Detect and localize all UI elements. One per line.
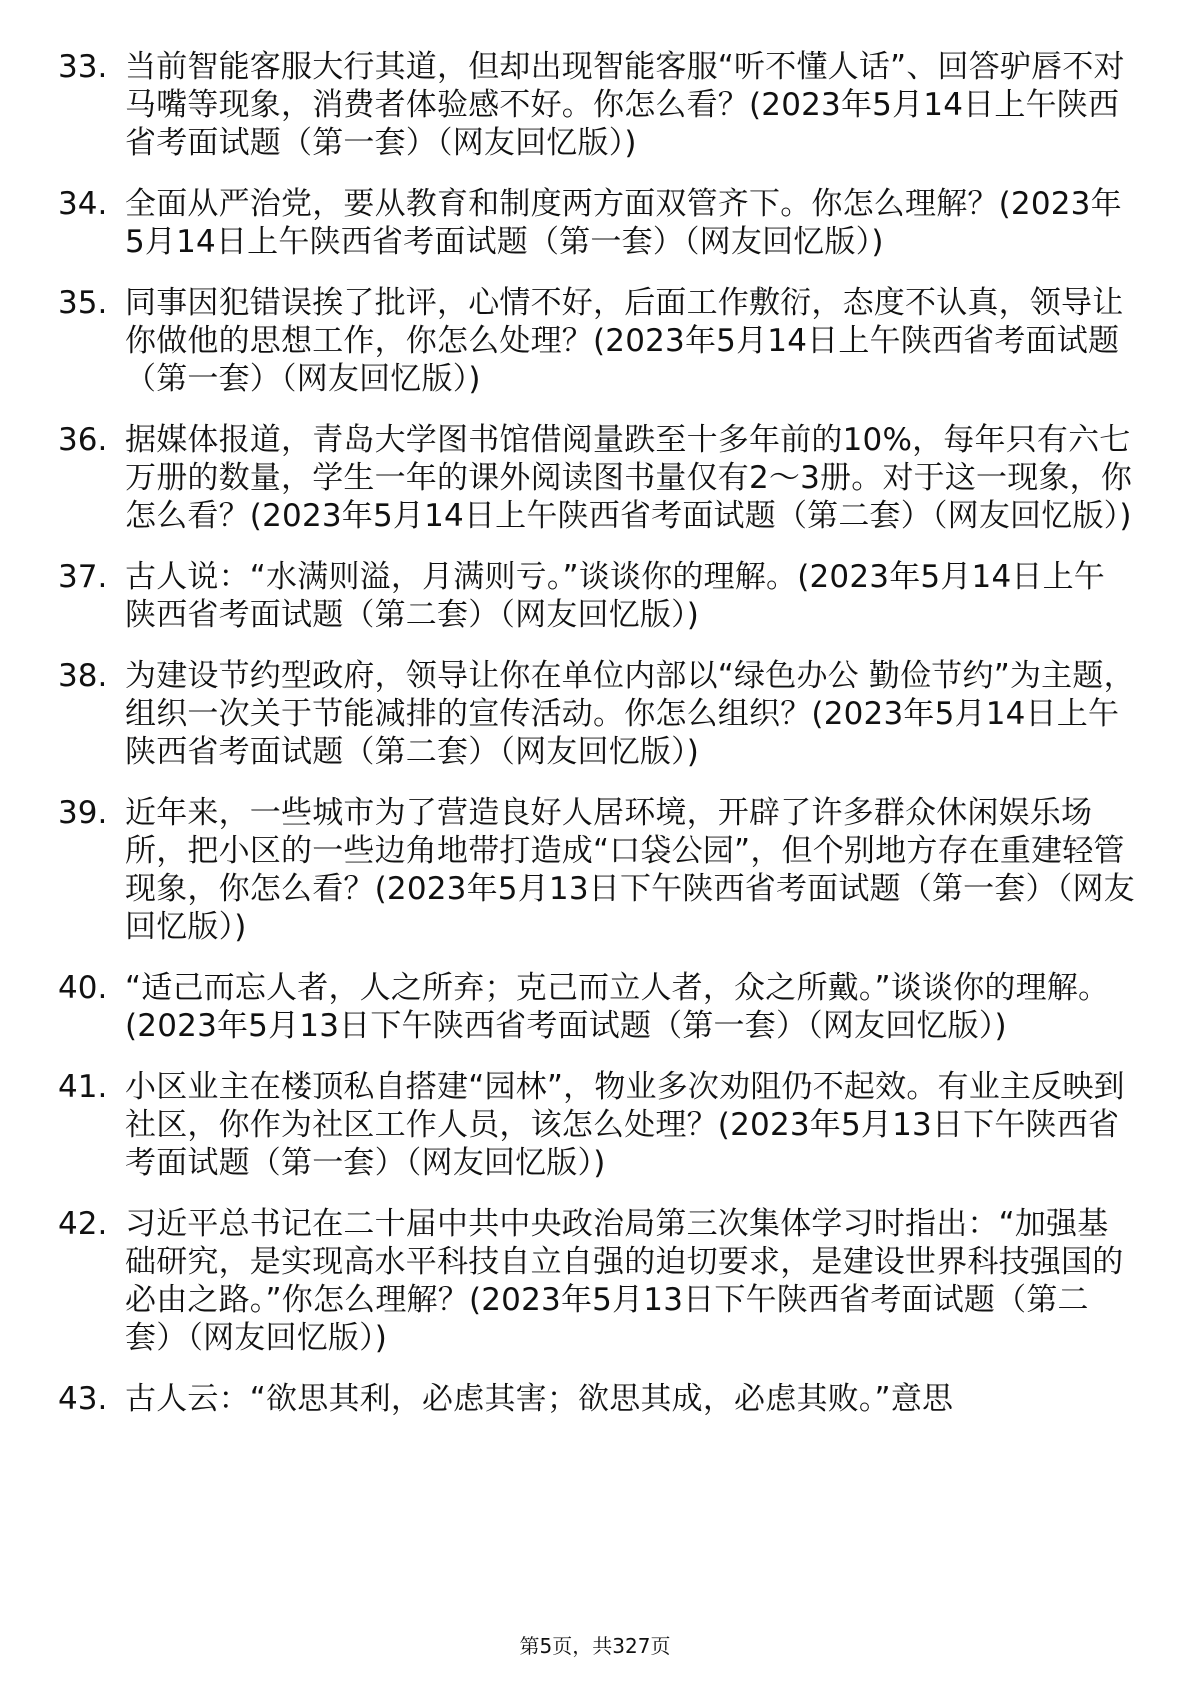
question-text: 同事因犯错误挨了批评，心情不好，后面工作敷衍，态度不认真，领导让你做他的思想工作，你怎么处理？(2023年5月14日上午陕西省考面试题（第一套）（网友回忆版）) — [125, 285, 1124, 397]
question-number: 35. — [58, 285, 108, 321]
question-number: 43. — [58, 1381, 108, 1417]
question-number: 42. — [58, 1206, 108, 1242]
question-text: “适己而忘人者，人之所弃；克己而立人者，众之所戴。”谈谈你的理解。(2023年5月13日下午陕西省考面试题（第一套）（网友回忆版）) — [125, 970, 1110, 1044]
question-item — [58, 794, 1138, 946]
question-list — [58, 48, 1138, 1441]
question-item — [58, 421, 1138, 535]
question-item — [58, 185, 1138, 261]
question-number: 40. — [58, 970, 108, 1006]
question-text: 据媒体报道，青岛大学图书馆借阅量跌至十多年前的10%，每年只有六七万册的数量，学生一年的课外阅读图书量仅有2～3册。对于这一现象，你怎么看？(2023年5月14日上午陕西省考面试题（第二套）（网友回忆版）) — [125, 422, 1133, 534]
question-item — [58, 1205, 1138, 1357]
question-item — [58, 657, 1138, 771]
question-text: 古人云：“欲思其利，必虑其害；欲思其成，必虑其败。”意思 — [125, 1381, 954, 1417]
question-text: 全面从严治党，要从教育和制度两方面双管齐下。你怎么理解？(2023年5月14日上午陕西省考面试题（第一套）（网友回忆版）) — [125, 186, 1122, 260]
question-item — [58, 48, 1138, 162]
question-item — [58, 969, 1138, 1045]
question-item — [58, 558, 1138, 634]
question-text: 为建设节约型政府，领导让你在单位内部以“绿色办公 勤俭节约”为主题，组织一次关于节能减排的宣传活动。你怎么组织？(2023年5月14日上午陕西省考面试题（第二套）（网友回忆版）) — [125, 658, 1135, 770]
question-number: 33. — [58, 49, 108, 85]
question-text: 近年来，一些城市为了营造良好人居环境，开辟了许多群众休闲娱乐场所，把小区的一些边角地带打造成“口袋公园”，但个别地方存在重建轻管现象，你怎么看？(2023年5月13日下午陕西省考面试题（第一套）（网友回忆版）) — [125, 795, 1135, 945]
question-text: 古人说：“水满则溢，月满则亏。”谈谈你的理解。(2023年5月14日上午陕西省考面试题（第二套）（网友回忆版）) — [125, 559, 1105, 633]
question-number: 38. — [58, 658, 108, 694]
question-number: 34. — [58, 186, 108, 222]
question-text: 当前智能客服大行其道，但却出现智能客服“听不懂人话”、回答驴唇不对马嘴等现象，消费者体验感不好。你怎么看？(2023年5月14日上午陕西省考面试题（第一套）（网友回忆版）) — [125, 49, 1125, 161]
question-number: 39. — [58, 795, 108, 831]
question-item — [58, 284, 1138, 398]
question-text: 小区业主在楼顶私自搭建“园林”，物业多次劝阻仍不起效。有业主反映到社区，你作为社区工作人员，该怎么处理？(2023年5月13日下午陕西省考面试题（第一套）（网友回忆版）) — [125, 1069, 1125, 1181]
page-footer: 第5页，共327页 — [519, 1634, 671, 1658]
question-item — [58, 1068, 1138, 1182]
question-number: 41. — [58, 1069, 108, 1105]
question-number: 37. — [58, 559, 108, 595]
question-item — [58, 1380, 1138, 1418]
question-number: 36. — [58, 422, 108, 458]
question-text: 习近平总书记在二十届中共中央政治局第三次集体学习时指出：“加强基础研究，是实现高水平科技自立自强的迫切要求，是建设世界科技强国的必由之路。”你怎么理解？(2023年5月13日下午陕西省考面试题（第二套）（网友回忆版）) — [125, 1206, 1124, 1356]
